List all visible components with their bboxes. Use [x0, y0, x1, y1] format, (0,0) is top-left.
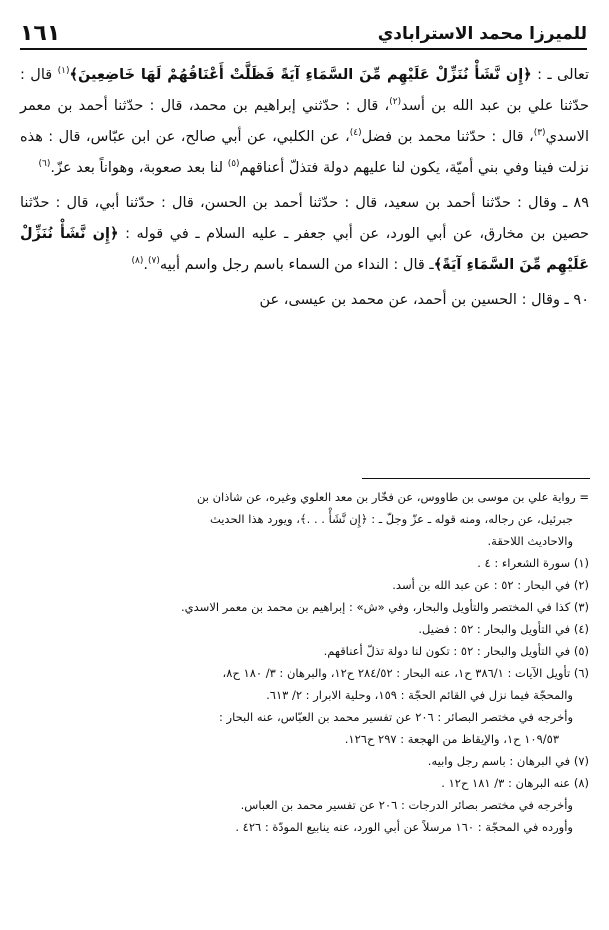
paragraph-88 [20, 60, 589, 184]
footnotes [30, 486, 589, 838]
footnote-ref: (٨) [131, 256, 144, 267]
paragraph-89 [20, 188, 589, 281]
main-text [20, 60, 589, 316]
footnote-line: ١٠٩/٥٣ ح١، والإيقاظ من الهجعة : ٢٩٧ ح١٢٦. [344, 732, 559, 746]
text-run: ، عن الكلبي، عن أبي صالح، عن ابن عبّاس، قال : هذه نزلت فينا وفي بني أميّة، يكون لنا عليهم دولة فتذلّ أعناقهم [20, 129, 589, 176]
footnote-line: (٣) كذا في المختصر والتأويل والبحار، وفي «ش» : إبراهيم بن محمد بن معمر الاسدي. [180, 600, 589, 614]
text-run: ، قال : حدّثنا محمد بن فضل [361, 129, 534, 145]
footnote-line: (٧) في البرهان : باسم رجل وابيه. [427, 754, 589, 768]
text-run: ، قال : حدّثني إبراهيم بن محمد، [188, 98, 390, 114]
text-run: لنا بعد صعوبة، وهواناً بعد عزّ. [50, 160, 228, 176]
footnote-ref: (٥) [227, 159, 240, 170]
footnote-line: (١) سورة الشعراء : ٤ . [477, 556, 589, 570]
text-run: قال : حدّثنا أحمد بن معمر الاسدي [20, 98, 589, 145]
text-run: ٩٠ ـ وقال : الحسين بن أحمد، عن محمد بن عيسى، عن [259, 292, 589, 308]
text-run: تعالى ـ : [531, 67, 590, 83]
page-number: ١٦١ [20, 21, 61, 46]
footnote-line: والاحاديث اللاحقة. [487, 534, 573, 548]
quran-verse: ﴿إِن نَّشَأْ نُنَزِّلْ عَلَيْهِم مِّنَ السَّمَاءِ آيَةً﴾ [20, 226, 589, 273]
text-run: قال : حدّثنا علي بن عبد الله بن أسد [20, 67, 589, 114]
footnote-line: وأورده في المحجّة : ١٦٠ مرسلاً عن أبي الورد، عنه ينابيع المودّة : ٤٢٦ . [235, 820, 573, 834]
footnote-ref: (٤) [349, 128, 362, 139]
footnote-ref: (٧) [147, 256, 160, 267]
footnote-ref: (١) [57, 66, 70, 77]
text-run: . [143, 257, 148, 273]
quran-verse: ﴿إِن نَّشَأْ نُنَزِّلْ عَلَيْهِم مِّنَ السَّمَاءِ آيَةً فَظَلَّتْ أَعْنَاقُهُمْ لَهَا خَاضِعِينَ﴾ [69, 67, 532, 83]
text-run: ٨٩ ـ وقال : حدّثنا أحمد بن سعيد، قال : حدّثنا أحمد بن الحسن، قال : حدّثنا أبي، قال : حدّثنا حصين بن مخارق، عن أبي الورد، عن أبي جعفر ـ عليه السلام ـ في قوله : [20, 195, 589, 242]
footnote-line: (٢) في البحار : ٥٢ : عن عبد الله بن أسد. [392, 578, 589, 592]
footnote-ref: (٦) [38, 159, 51, 170]
paragraph-90 [20, 285, 589, 316]
footnote-line: (٨) عنه البرهان : ٣/ ١٨١ ح١٢ . [441, 776, 589, 790]
footnote-line: وأخرجه في مختصر البصائر : ٢٠٦ عن تفسير محمد بن العبّاس، عنه البحار : [219, 710, 573, 724]
footnote-line: (٤) في التأويل والبحار : ٥٢ : فضيل. [418, 622, 589, 636]
footnote-ref: (٢) [389, 97, 402, 108]
footnote-ref: (٣) [533, 128, 546, 139]
footnote-line: والمحجّة فيما نزل في القائم الحجّة : ١٥٩، وحلية الابرار : ٢/ ٦١٣. [266, 688, 573, 702]
footnote-line: = رواية علي بن موسى بن طاووس، عن فخّار بن معد العلوي وغيره، عن شاذان بن [196, 490, 589, 504]
footnote-line: وأخرجه في مختصر بصائر الدرجات : ٢٠٦ عن تفسير محمد بن العباس. [240, 798, 573, 812]
footnote-line: (٦) تأويل الآيات : ٣٨٦/١ ح١، عنه البحار : ٢٨٤/٥٢ ح١٢، والبرهان : ٣/ ١٨٠ ح٨، [222, 666, 589, 680]
footnote-line: جبرئيل، عن رجاله، ومنه قوله ـ عزّ وجلّ ـ : ﴿إِن نَّشَأْ . . .﴾، ويورد هذا الحديث [209, 512, 573, 526]
footnote-separator [362, 478, 590, 479]
page-header [20, 16, 587, 50]
text-run: ـ قال : النداء من السماء باسم رجل واسم أبيه [159, 257, 434, 273]
running-title: للميرزا محمد الاسترابادي [377, 24, 587, 44]
footnote-line: (٥) في التأويل والبحار : ٥٢ : تكون لنا دولة تذلّ أعناقهم. [323, 644, 589, 658]
